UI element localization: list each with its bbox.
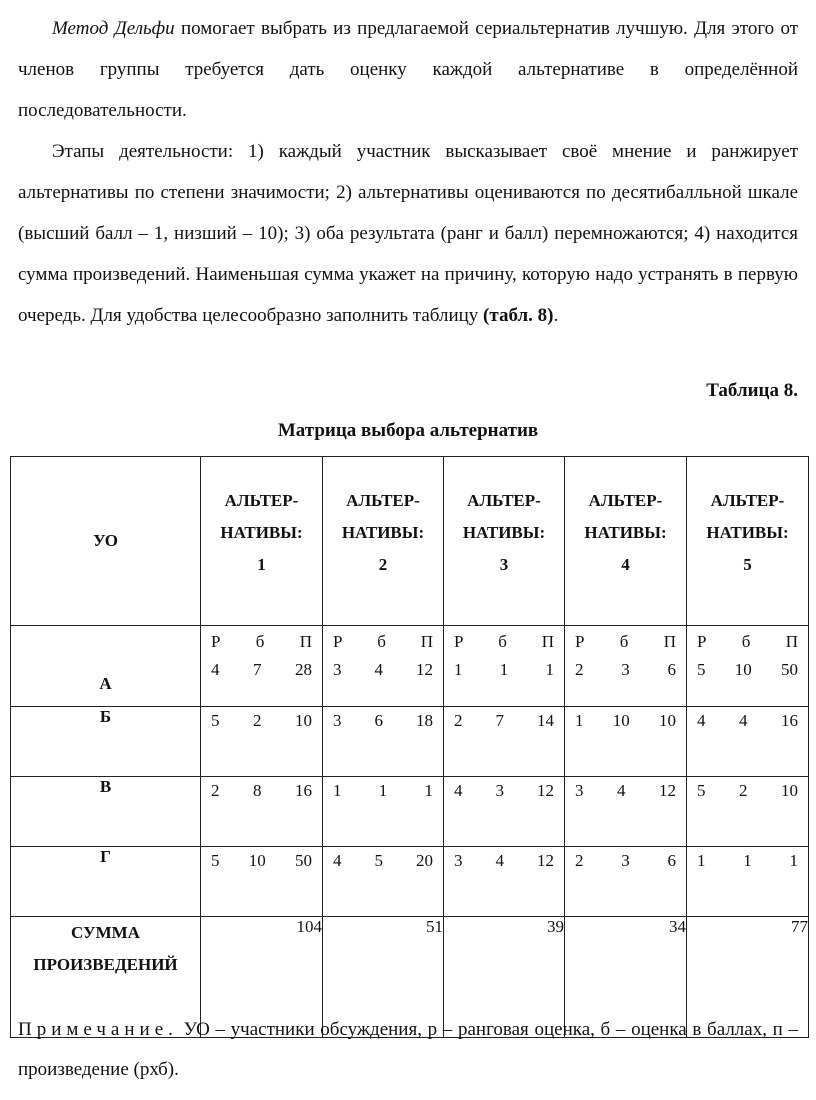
table-cell [565,626,687,707]
alt-header-line1: АЛЬТЕР- [224,491,299,510]
stages-end: . [553,305,559,326]
value-triplet: 5 2 10 [697,781,798,800]
table-number: Таблица 8. [706,380,798,401]
value-triplet: 4 3 12 [454,781,554,800]
table-cell [444,777,565,847]
table-row [11,777,809,847]
alt-header-line2: НАТИВЫ: [462,523,546,542]
row-label: Г [11,847,201,917]
table-cell [687,626,809,707]
table-cell [565,777,687,847]
note-label: Примечание. [18,1019,178,1040]
stages-text: Этапы деятельности: 1) каждый участник высказывает своё мнение и ранжирует альтернативы по степени значимости; 2) альтернативы оцениваются по десятибалльной шкале (высший балл – 1, низший – 10); 3) оба результата (ранг и балл) перемножаются; 4) находится сумма произведений. Наименьшая сумма укажет на причину, которую надо устранять в первую очередь. Для удобства целесообразно заполнить таблицу [18,141,798,326]
subheader-triplet: Р б П [333,632,433,651]
value-triplet: 4 4 16 [697,711,798,730]
table-cell [323,707,444,777]
alt-header-4 [565,457,687,626]
value-triplet: 5 2 10 [211,711,312,730]
value-triplet: 3 4 12 [454,851,554,870]
alt-header-line1: АЛЬТЕР- [346,491,420,510]
alt-header-line1: АЛЬТЕР- [588,491,663,510]
sum-value: 51 [323,917,444,1038]
sum-value: 34 [565,917,687,1038]
value-triplet: 1 1 1 [697,851,798,870]
alt-header-line2: НАТИВЫ: [341,523,425,542]
sum-label-line2: ПРОИЗВЕДЕНИЙ [33,955,178,974]
sum-value: 77 [687,917,809,1038]
alt-number: 3 [499,555,509,574]
row-label: В [11,777,201,847]
intro-paragraph [18,0,798,131]
table-cell [323,626,444,707]
alt-number: 2 [378,555,388,574]
table-row [11,847,809,917]
value-triplet: 2 8 16 [211,781,312,800]
table-cell [323,777,444,847]
alt-number: 5 [743,555,752,574]
row-label: А [11,626,201,707]
table-cell [687,707,809,777]
alt-header-line2: НАТИВЫ: [584,523,667,542]
subheader-triplet: Р б П [697,632,798,651]
table-reference: (табл. 8) [483,305,554,326]
table-row [11,707,809,777]
table-cell [201,777,323,847]
stages-paragraph [18,131,798,336]
value-triplet: 5 10 50 [697,660,798,679]
table-cell [565,847,687,917]
alt-header-line1: АЛЬТЕР- [467,491,541,510]
alt-header-line1: АЛЬТЕР- [710,491,785,510]
value-triplet: 5 10 50 [211,851,312,870]
note-text: УО – участники обсуждения, р – ранговая оценка, б – оценка в баллах, п – произведение (рхб). [18,1019,798,1080]
value-triplet: 4 7 28 [211,660,312,679]
table-cell [201,847,323,917]
table-cell [687,847,809,917]
alternatives-matrix [10,456,809,1038]
alt-header-5 [687,457,809,626]
header-row [11,457,809,626]
table-cell [201,707,323,777]
alt-header-2 [323,457,444,626]
document-page [18,0,808,1080]
sum-label-line1: СУММА [71,923,140,942]
subheader-triplet: Р б П [575,632,676,651]
intro-text: помогает выбрать из предлагаемой сериальтернатив лучшую. Для этого от членов группы требуется дать оценку каждой альтернативе в определённой последовательности. [18,18,799,121]
table-cell [444,626,565,707]
table-cell [687,777,809,847]
value-triplet: 3 4 12 [333,660,433,679]
table-cell [444,707,565,777]
value-triplet: 2 3 6 [575,660,676,679]
alt-header-line2: НАТИВЫ: [220,523,303,542]
subheader-triplet: Р б П [211,632,312,651]
value-triplet: 1 1 1 [454,660,554,679]
value-triplet: 1 1 1 [333,781,433,800]
alt-header-1 [201,457,323,626]
value-triplet: 3 6 18 [333,711,433,730]
sum-value: 104 [201,917,323,1038]
method-name: Метод Дельфи [52,18,175,39]
value-triplet: 4 5 20 [333,851,433,870]
table-row [11,626,809,707]
alt-number: 4 [621,555,630,574]
alt-number: 1 [257,555,266,574]
value-triplet: 1 10 10 [575,711,676,730]
table-title: Матрица выбора альтернатив [277,420,539,441]
value-triplet: 2 3 6 [575,851,676,870]
note-paragraph [18,1010,798,1090]
sum-value: 39 [444,917,565,1038]
table-cell [565,707,687,777]
row-label: Б [11,707,201,777]
subheader-triplet: Р б П [454,632,554,651]
table-cell [323,847,444,917]
alt-header-line2: НАТИВЫ: [706,523,789,542]
value-triplet: 3 4 12 [575,781,676,800]
value-triplet: 2 7 14 [454,711,554,730]
table-cell [201,626,323,707]
alt-header-3 [444,457,565,626]
uo-header: УО [11,457,201,626]
table-cell [444,847,565,917]
